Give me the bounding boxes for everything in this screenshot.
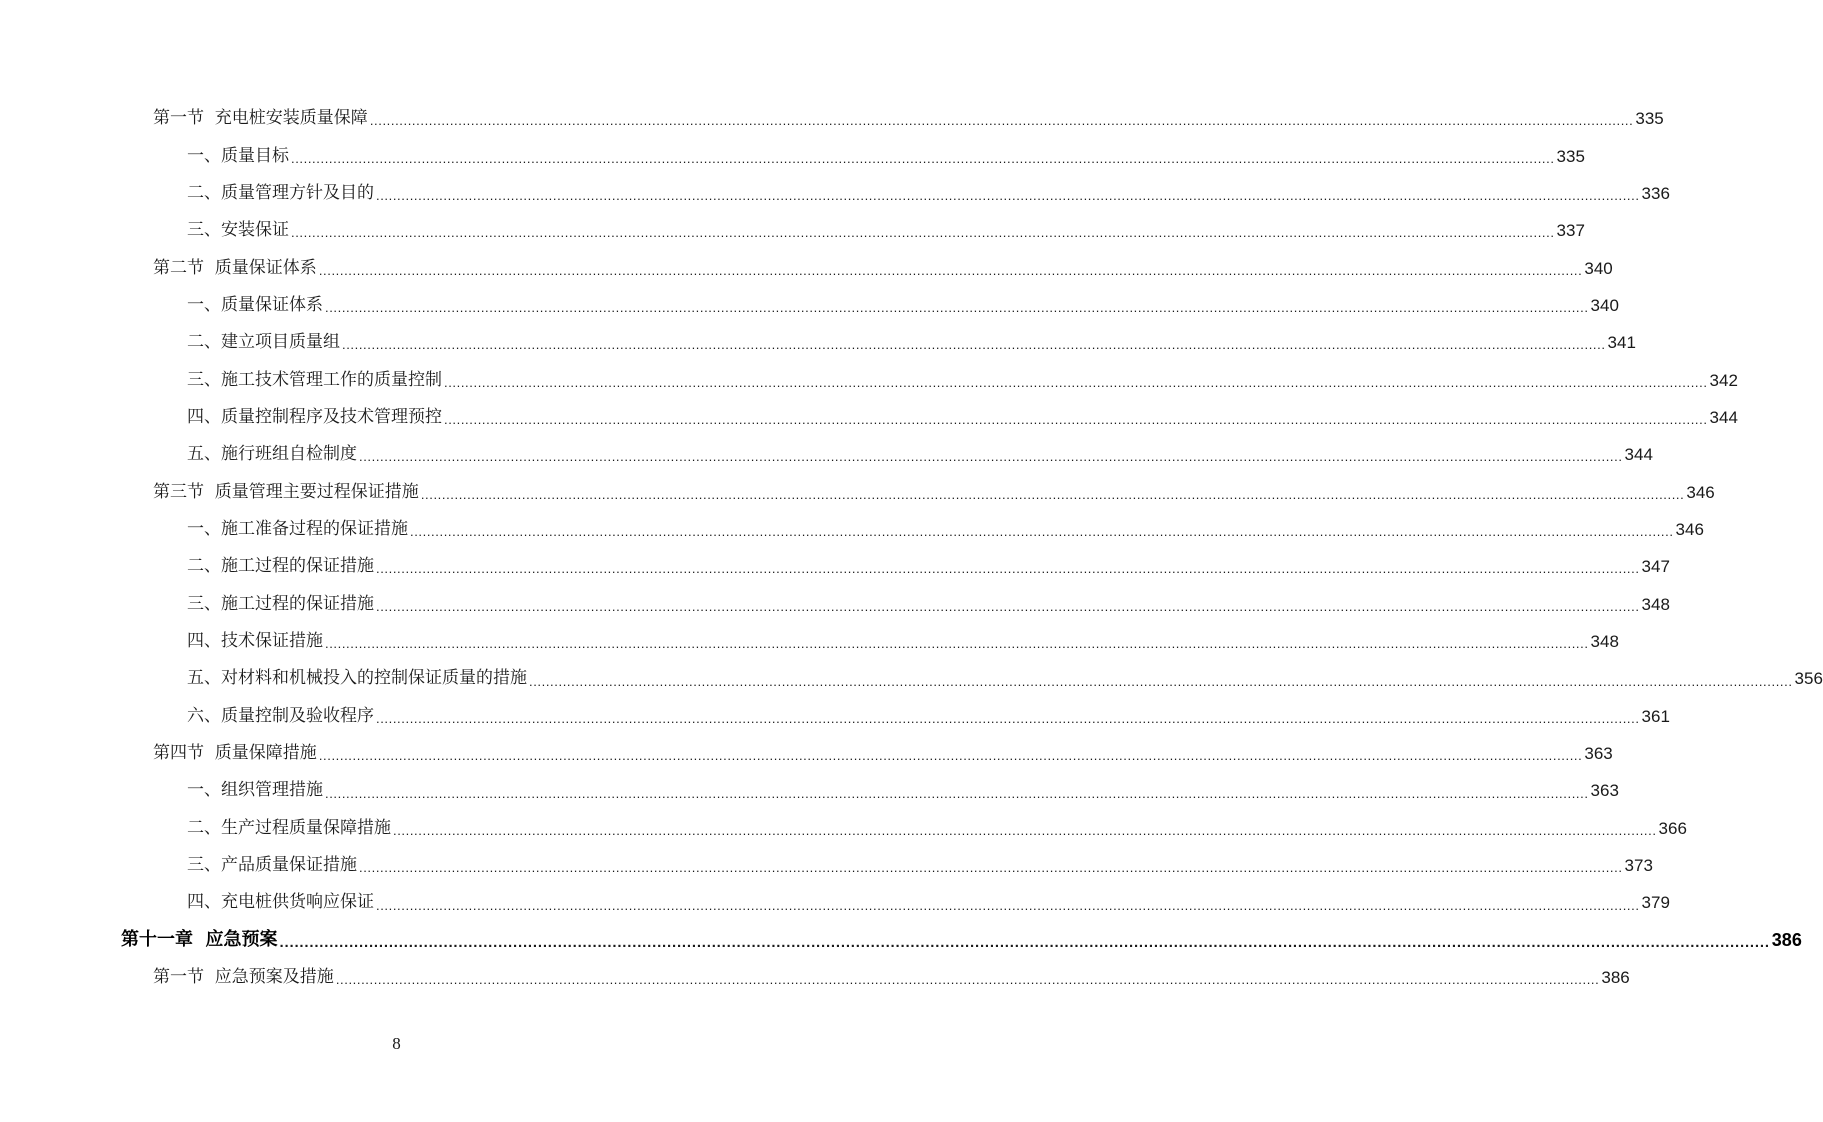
toc-dot-leader: ............................................................................................................................................................................................................................................................................................................ xyxy=(342,337,1606,353)
toc-entry-title: 第二节 质量保证体系 xyxy=(153,257,317,278)
toc-subsection-entry[interactable] xyxy=(0,436,1653,473)
toc-entry-page: 363 xyxy=(1584,744,1613,764)
toc-entry-page: 363 xyxy=(1590,781,1619,801)
toc-dot-leader: ............................................................................................................................................................................................................................................................................................................ xyxy=(335,972,1600,988)
toc-subsection-entry[interactable] xyxy=(0,212,1585,249)
toc-subsection-entry[interactable] xyxy=(0,175,1670,212)
toc-entry-title: 一、质量目标 xyxy=(187,145,289,166)
toc-entry-page: 373 xyxy=(1624,856,1653,876)
toc-entry-page: 379 xyxy=(1641,893,1670,913)
toc-entry-page: 386 xyxy=(1601,968,1630,988)
toc-dot-leader: ............................................................................................................................................................................................................................................................................................................ xyxy=(376,710,1640,726)
toc-subsection-entry[interactable] xyxy=(0,810,1687,847)
toc-entry-page: 344 xyxy=(1709,407,1738,427)
toc-subsection-entry[interactable] xyxy=(0,884,1670,921)
toc-subsection-entry[interactable] xyxy=(0,361,1738,398)
toc-subsection-entry[interactable] xyxy=(0,511,1704,548)
toc-entry-page: 340 xyxy=(1590,295,1619,315)
toc-entry-title: 六、质量控制及验收程序 xyxy=(187,705,374,726)
toc-entry-title: 四、充电桩供货响应保证 xyxy=(187,892,374,913)
toc-dot-leader: ............................................................................................................................................................................................................................................................................................................ xyxy=(318,748,1583,764)
toc-dot-leader: ............................................................................................................................................................................................................................................................................................................ xyxy=(393,822,1657,838)
toc-entry-title: 一、施工准备过程的保证措施 xyxy=(187,518,408,539)
toc-dot-leader: ............................................................................................................................................................................................................................................................................................................ xyxy=(279,933,1770,951)
toc-subsection-entry[interactable] xyxy=(0,548,1670,585)
toc-subsection-entry[interactable] xyxy=(0,324,1636,361)
toc-section-entry[interactable] xyxy=(0,735,1613,772)
toc-entry-page: 348 xyxy=(1590,631,1619,651)
toc-entry-page: 344 xyxy=(1624,445,1653,465)
toc-entry-page: 366 xyxy=(1658,818,1687,838)
toc-dot-leader: ............................................................................................................................................................................................................................................................................................................ xyxy=(359,449,1623,465)
toc-entry-page: 341 xyxy=(1607,333,1636,353)
toc-dot-leader: ............................................................................................................................................................................................................................................................................................................ xyxy=(325,300,1589,316)
toc-entry-page: 361 xyxy=(1641,706,1670,726)
toc-entry-page: 356 xyxy=(1794,669,1823,689)
toc-entry-title: 二、建立项目质量组 xyxy=(187,332,340,353)
toc-dot-leader: ............................................................................................................................................................................................................................................................................................................ xyxy=(325,636,1589,652)
toc-entry-title: 三、施工过程的保证措施 xyxy=(187,593,374,614)
toc-entry-title: 一、质量保证体系 xyxy=(187,294,323,315)
toc-entry-title: 五、施行班组自检制度 xyxy=(187,444,357,465)
toc-subsection-entry[interactable] xyxy=(0,660,1823,697)
toc-dot-leader: ............................................................................................................................................................................................................................................................................................................ xyxy=(376,598,1640,614)
table-of-contents xyxy=(0,100,1823,996)
toc-entry-title: 二、生产过程质量保障措施 xyxy=(187,817,391,838)
toc-subsection-entry[interactable] xyxy=(0,287,1619,324)
toc-dot-leader: ............................................................................................................................................................................................................................................................................................................ xyxy=(444,412,1708,428)
toc-entry-page: 337 xyxy=(1556,221,1585,241)
toc-entry-title: 第一节 应急预案及措施 xyxy=(153,967,334,988)
toc-entry-title: 二、施工过程的保证措施 xyxy=(187,556,374,577)
toc-dot-leader: ............................................................................................................................................................................................................................................................................................................ xyxy=(291,150,1555,166)
toc-entry-page: 346 xyxy=(1675,519,1704,539)
toc-subsection-entry[interactable] xyxy=(0,399,1738,436)
toc-dot-leader: ............................................................................................................................................................................................................................................................................................................ xyxy=(359,860,1623,876)
toc-entry-title: 三、施工技术管理工作的质量控制 xyxy=(187,369,442,390)
toc-entry-title: 第三节 质量管理主要过程保证措施 xyxy=(153,481,419,502)
toc-entry-page: 348 xyxy=(1641,594,1670,614)
toc-chapter-entry[interactable] xyxy=(0,922,1802,959)
toc-entry-page: 346 xyxy=(1686,482,1715,502)
toc-subsection-entry[interactable] xyxy=(0,137,1585,174)
toc-entry-title: 五、对材料和机械投入的控制保证质量的措施 xyxy=(187,668,527,689)
toc-entry-title: 第四节 质量保障措施 xyxy=(153,743,317,764)
toc-entry-title: 四、质量控制程序及技术管理预控 xyxy=(187,406,442,427)
toc-section-entry[interactable] xyxy=(0,100,1664,137)
toc-dot-leader: ............................................................................................................................................................................................................................................................................................................ xyxy=(325,785,1589,801)
toc-dot-leader: ............................................................................................................................................................................................................................................................................................................ xyxy=(529,673,1793,689)
toc-entry-title: 一、组织管理措施 xyxy=(187,780,323,801)
toc-entry-title: 四、技术保证措施 xyxy=(187,630,323,651)
toc-entry-page: 386 xyxy=(1771,930,1802,951)
toc-entry-page: 335 xyxy=(1635,109,1664,129)
toc-entry-title: 三、产品质量保证措施 xyxy=(187,855,357,876)
page-number: 8 xyxy=(392,1034,401,1053)
toc-dot-leader: ............................................................................................................................................................................................................................................................................................................ xyxy=(376,188,1640,204)
toc-entry-page: 336 xyxy=(1641,183,1670,203)
toc-dot-leader: ............................................................................................................................................................................................................................................................................................................ xyxy=(420,486,1685,502)
toc-dot-leader: ............................................................................................................................................................................................................................................................................................................ xyxy=(376,897,1640,913)
toc-dot-leader: ............................................................................................................................................................................................................................................................................................................ xyxy=(291,225,1555,241)
toc-dot-leader: ............................................................................................................................................................................................................................................................................................................ xyxy=(410,524,1674,540)
toc-entry-title: 三、安装保证 xyxy=(187,220,289,241)
toc-dot-leader: ............................................................................................................................................................................................................................................................................................................ xyxy=(318,262,1583,278)
toc-section-entry[interactable] xyxy=(0,473,1715,510)
toc-dot-leader: ............................................................................................................................................................................................................................................................................................................ xyxy=(369,113,1634,129)
toc-section-entry[interactable] xyxy=(0,249,1613,286)
toc-subsection-entry[interactable] xyxy=(0,772,1619,809)
toc-subsection-entry[interactable] xyxy=(0,847,1653,884)
toc-entry-page: 347 xyxy=(1641,557,1670,577)
toc-entry-title: 第十一章 应急预案 xyxy=(121,929,278,951)
toc-entry-title: 二、质量管理方针及目的 xyxy=(187,182,374,203)
toc-entry-title: 第一节 充电桩安装质量保障 xyxy=(153,108,368,129)
toc-dot-leader: ............................................................................................................................................................................................................................................................................................................ xyxy=(444,374,1708,390)
toc-subsection-entry[interactable] xyxy=(0,585,1670,622)
toc-section-entry[interactable] xyxy=(0,959,1630,996)
toc-entry-page: 335 xyxy=(1556,146,1585,166)
toc-entry-page: 340 xyxy=(1584,258,1613,278)
toc-dot-leader: ............................................................................................................................................................................................................................................................................................................ xyxy=(376,561,1640,577)
toc-entry-page: 342 xyxy=(1709,370,1738,390)
toc-subsection-entry[interactable] xyxy=(0,623,1619,660)
toc-subsection-entry[interactable] xyxy=(0,698,1670,735)
